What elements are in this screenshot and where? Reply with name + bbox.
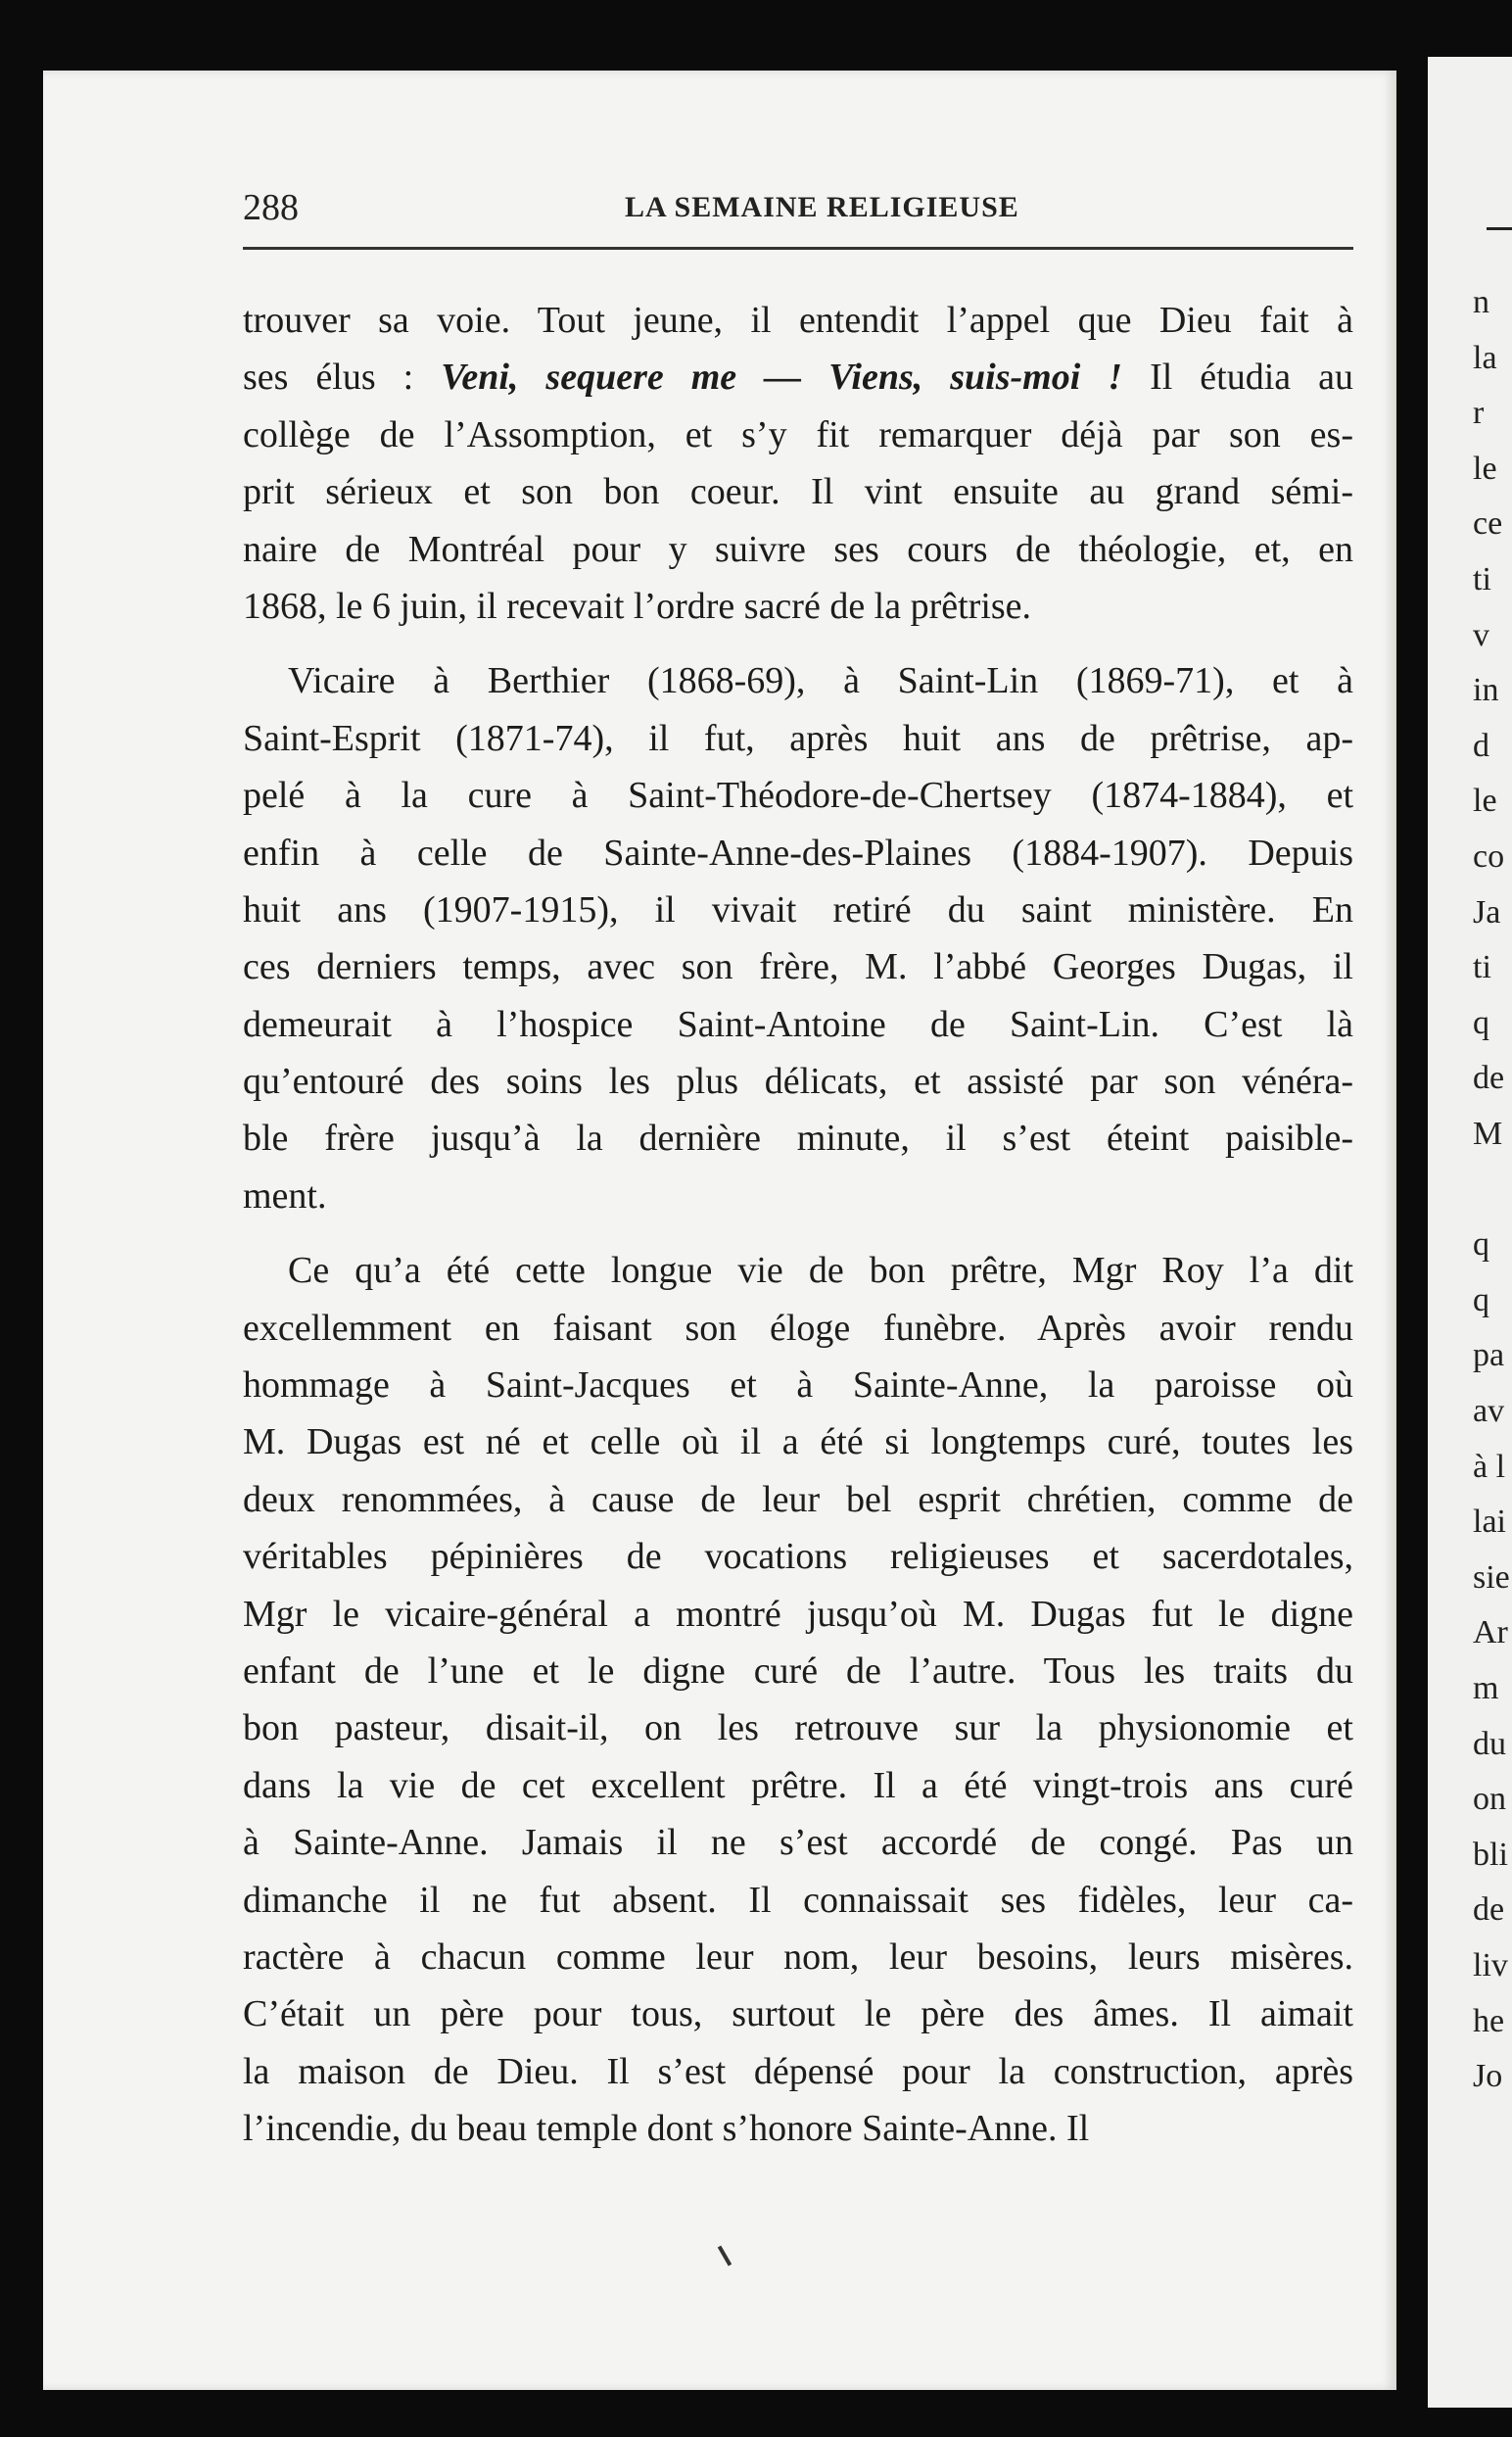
text-line: naire de Montréal pour y suivre ses cours de théologie, et, en bbox=[243, 528, 1353, 570]
text-line: enfant de l’une et le digne curé de l’autre. Tous les traits du bbox=[243, 1649, 1353, 1692]
facing-page-fragment: v bbox=[1473, 616, 1489, 653]
text-line: M. Dugas est né et celle où il a été si longtemps curé, toutes les bbox=[243, 1421, 1353, 1463]
facing-page-fragment: Jo bbox=[1473, 2058, 1503, 2095]
facing-page-fragment: on bbox=[1473, 1781, 1506, 1818]
facing-page-fragment: de bbox=[1473, 1891, 1505, 1929]
paragraph-1 bbox=[243, 292, 1353, 635]
facing-page-fragment: q bbox=[1473, 1004, 1489, 1041]
text-line: enfin à celle de Sainte-Anne-des-Plaines (1884-1907). Depuis bbox=[243, 832, 1353, 874]
text-line: deux renommées, à cause de leur bel esprit chrétien, comme de bbox=[243, 1478, 1353, 1520]
text-line: véritables pépinières de vocations religieuses et sacerdotales, bbox=[243, 1536, 1353, 1578]
facing-page-rule bbox=[1487, 227, 1512, 230]
text-line: ment. bbox=[243, 1174, 327, 1217]
text-line: Ce qu’a été cette longue vie de bon prêtre, Mgr Roy l’a dit bbox=[288, 1250, 1353, 1292]
text-line: ble frère jusqu’à la dernière minute, il s’est éteint paisible- bbox=[243, 1118, 1353, 1160]
facing-page-fragment: av bbox=[1473, 1393, 1505, 1429]
facing-page-fragment: r bbox=[1473, 395, 1485, 432]
running-title: LA SEMAINE RELIGIEUSE bbox=[625, 191, 1019, 223]
facing-page-fragment: Ar bbox=[1473, 1614, 1508, 1651]
text-line: Vicaire à Berthier (1868-69), à Saint-Lin (1869-71), et à bbox=[288, 660, 1353, 702]
text-line: hommage à Saint-Jacques et à Sainte-Anne, la paroisse où bbox=[243, 1364, 1353, 1407]
facing-page-fragment: n bbox=[1473, 284, 1489, 320]
text-line: prit sérieux et son bon coeur. Il vint ensuite au grand sémi- bbox=[243, 471, 1353, 513]
facing-page-fragment: la bbox=[1473, 339, 1497, 376]
facing-page-fragment: le bbox=[1473, 783, 1497, 820]
facing-page-fragment: M bbox=[1473, 1116, 1503, 1152]
text-line: huit ans (1907-1915), il vivait retiré du saint ministère. En bbox=[243, 888, 1353, 931]
facing-page-fragment: sie bbox=[1473, 1558, 1510, 1596]
page-header bbox=[243, 186, 1353, 229]
facing-page-fragment: de bbox=[1473, 1060, 1505, 1097]
text-line: Mgr le vicaire-général a montré jusqu’où M. Dugas fut le digne bbox=[243, 1593, 1353, 1635]
text-line: ces derniers temps, avec son frère, M. l’abbé Georges Dugas, il bbox=[243, 946, 1353, 988]
facing-page-fragment: bli bbox=[1473, 1836, 1508, 1873]
facing-page-edge bbox=[1428, 57, 1512, 2408]
facing-page-fragment: d bbox=[1473, 727, 1489, 764]
facing-page-fragment: co bbox=[1473, 838, 1505, 875]
header-rule bbox=[243, 247, 1353, 250]
facing-page-fragment: pa bbox=[1473, 1337, 1505, 1374]
text-line: 1868, le 6 juin, il recevait l’ordre sacré de la prêtrise. bbox=[243, 585, 1032, 627]
facing-page-fragment: ti bbox=[1473, 949, 1491, 986]
text-line: à Sainte-Anne. Jamais il ne s’est accordé de congé. Pas un bbox=[243, 1822, 1353, 1864]
text-line: la maison de Dieu. Il s’est dépensé pour la construction, après bbox=[243, 2050, 1353, 2092]
text-line: l’incendie, du beau temple dont s’honore Sainte-Anne. Il bbox=[243, 2108, 1090, 2150]
text-line: ses élus : Veni, sequere me — Viens, suis-moi ! Il étudia au bbox=[243, 357, 1353, 399]
facing-page-fragment: he bbox=[1473, 2002, 1505, 2039]
text-line: qu’entouré des soins les plus délicats, et assisté par son vénéra- bbox=[243, 1061, 1353, 1103]
facing-page-fragment: ce bbox=[1473, 505, 1503, 543]
facing-page-fragment: le bbox=[1473, 450, 1497, 487]
facing-page-fragment: à l bbox=[1473, 1448, 1506, 1485]
text-line: bon pasteur, disait-il, on les retrouve sur la physionomie et bbox=[243, 1707, 1353, 1749]
text-line: trouver sa voie. Tout jeune, il entendit l’appel que Dieu fait à bbox=[243, 300, 1353, 341]
page-number: 288 bbox=[243, 187, 299, 228]
text-line: pelé à la cure à Saint-Théodore-de-Chertsey (1874-1884), et bbox=[243, 775, 1353, 817]
text-line: dimanche il ne fut absent. Il connaissait ses fidèles, leur ca- bbox=[243, 1879, 1353, 1921]
facing-page-fragment: q bbox=[1473, 1281, 1489, 1318]
facing-page-fragment: Ja bbox=[1473, 893, 1501, 931]
text-line: collège de l’Assomption, et s’y fit remarquer déjà par son es- bbox=[243, 413, 1353, 455]
text-line: Saint-Esprit (1871-74), il fut, après huit ans de prêtrise, ap- bbox=[243, 717, 1353, 759]
paragraph-2 bbox=[243, 652, 1353, 1224]
text-line: demeurait à l’hospice Saint-Antoine de Saint-Lin. C’est là bbox=[243, 1003, 1353, 1045]
facing-page-fragment: lai bbox=[1473, 1504, 1506, 1541]
facing-page-fragment: du bbox=[1473, 1725, 1506, 1762]
facing-page-fragment: ti bbox=[1473, 561, 1491, 597]
paragraph-3 bbox=[243, 1242, 1353, 2157]
facing-page-fragment: in bbox=[1473, 672, 1499, 709]
facing-page-fragment: m bbox=[1473, 1670, 1499, 1706]
latin-quote: Veni, sequere me — Viens, suis-moi ! bbox=[441, 357, 1123, 399]
text-line: excellemment en faisant son éloge funèbre. Après avoir rendu bbox=[243, 1307, 1353, 1349]
facing-page-fragment: liv bbox=[1473, 1947, 1508, 1983]
text-line: dans la vie de cet excellent prêtre. Il a été vingt-trois ans curé bbox=[243, 1764, 1353, 1806]
text-line: C’était un père pour tous, surtout le père des âmes. Il aimait bbox=[243, 1993, 1353, 2035]
facing-page-fragment: q bbox=[1473, 1226, 1489, 1264]
text-line: ractère à chacun comme leur nom, leur besoins, leurs misères. bbox=[243, 1935, 1353, 1978]
body-text bbox=[243, 292, 1353, 2158]
